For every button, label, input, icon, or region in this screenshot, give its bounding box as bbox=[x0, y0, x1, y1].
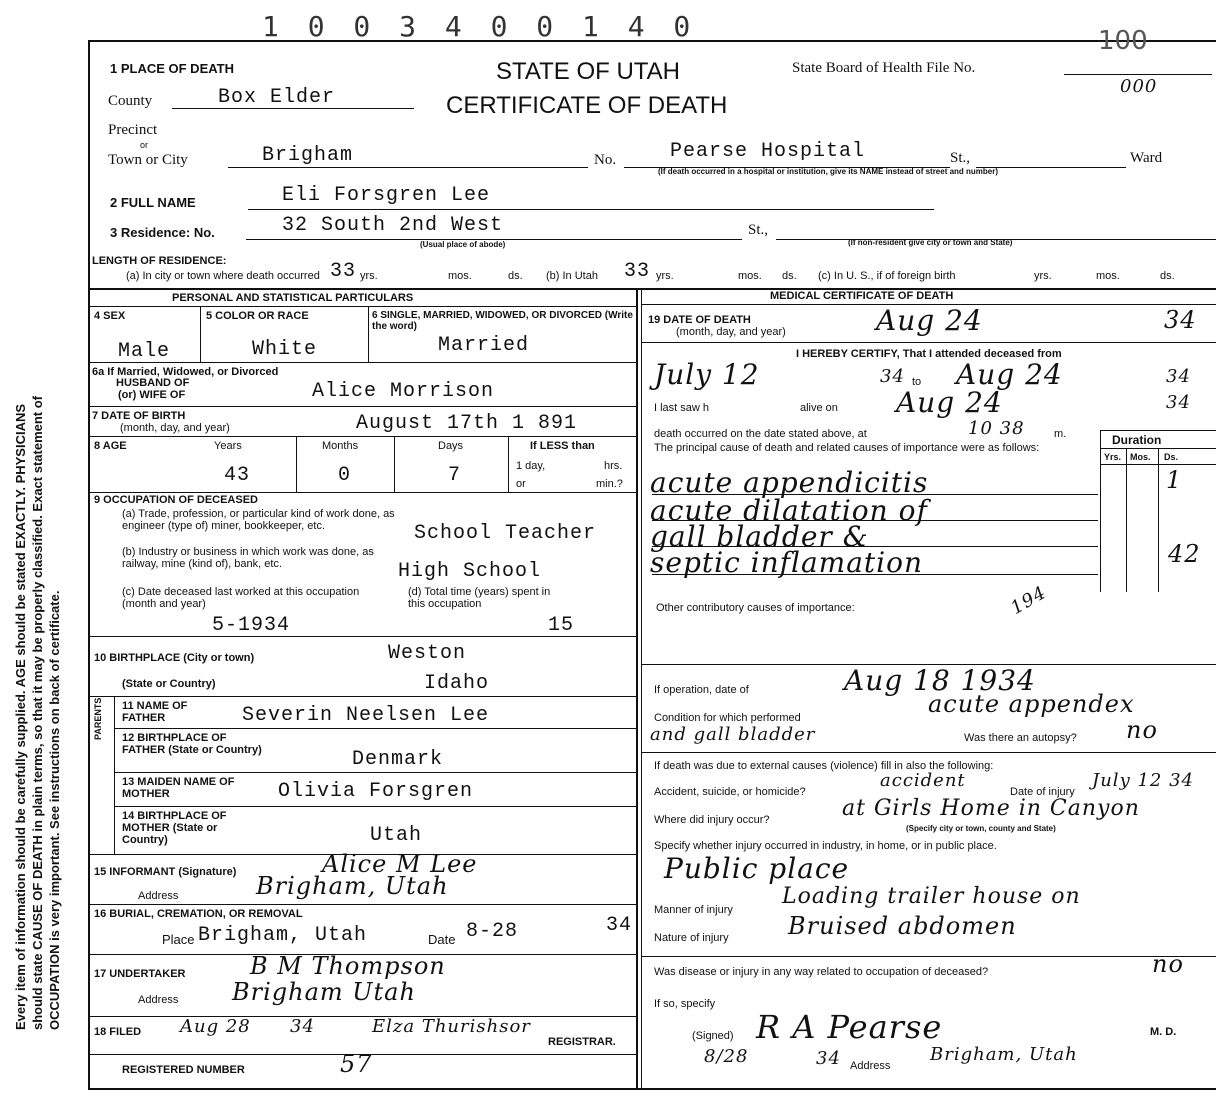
hospital-note: (If death occurred in a hospital or institution, give its NAME instead of street and number) bbox=[658, 167, 999, 176]
manner-value: Loading trailer house on bbox=[782, 884, 1081, 909]
occupation-a-label: (a) Trade, profession, or particular kind of work done, as engineer (type of) miner, bookkeeper, etc. bbox=[122, 508, 395, 532]
mos-label: mos. bbox=[448, 270, 472, 282]
st-label: St., bbox=[950, 150, 971, 166]
months-label: Months bbox=[322, 440, 359, 452]
last-worked-value: 5-1934 bbox=[212, 614, 291, 637]
accident-label: Accident, suicide, or homicide? bbox=[654, 786, 806, 798]
operation-label: If operation, date of bbox=[654, 684, 749, 696]
parents-label: PARENTS bbox=[93, 697, 103, 740]
marital-value: Married bbox=[438, 334, 530, 357]
duration-label: Duration bbox=[1112, 433, 1162, 447]
duration-yrs-label: Yrs. bbox=[1104, 452, 1122, 462]
where-label: Where did injury occur? bbox=[654, 814, 770, 826]
informant-address-label: Address bbox=[138, 890, 179, 902]
hrs-label: hrs. bbox=[604, 460, 623, 472]
injury-date-value: July 12 34 bbox=[1092, 770, 1194, 791]
registered-number-value: 57 bbox=[340, 1050, 373, 1078]
color-value: White bbox=[252, 338, 318, 361]
cause-intro-text: The principal cause of death and related causes of importance were as follows: bbox=[654, 442, 1040, 454]
precinct-label: Precinct bbox=[108, 122, 158, 138]
length-of-residence-label: LENGTH OF RESIDENCE: bbox=[92, 255, 227, 267]
accident-value: accident bbox=[880, 770, 966, 791]
certify-text: I HEREBY CERTIFY, That I attended deceased from bbox=[796, 348, 1062, 360]
duration-mos-label: Mos. bbox=[1130, 452, 1151, 462]
residence-label: 3 Residence: No. bbox=[110, 225, 215, 240]
signed-year: 34 bbox=[816, 1048, 841, 1069]
cause-line-2: acute dilatation of bbox=[650, 494, 928, 527]
utah-residence-label: (b) In Utah bbox=[546, 270, 598, 282]
condition-value-1: acute appendex bbox=[928, 690, 1135, 718]
yrs-label: yrs. bbox=[360, 270, 378, 282]
m-label: m. bbox=[1054, 428, 1067, 440]
physician-address-label: Address bbox=[850, 1060, 891, 1072]
age-months-value: 0 bbox=[338, 464, 352, 487]
undertaker-label: 17 UNDERTAKER bbox=[94, 968, 186, 980]
mother-birthplace-label: 14 BIRTHPLACE OF MOTHER (State or Country) bbox=[122, 810, 227, 846]
last-saw-year: 34 bbox=[1166, 392, 1191, 413]
death-time: 10 38 bbox=[968, 418, 1025, 439]
mos-label: mos. bbox=[738, 270, 762, 282]
occupation-c-label: (c) Date deceased last worked at this occupation (month and year) bbox=[122, 586, 360, 610]
manner-label: Manner of injury bbox=[654, 904, 733, 916]
age-years-value: 43 bbox=[224, 464, 251, 487]
industry-value: High School bbox=[398, 560, 542, 583]
state-heading: STATE OF UTAH bbox=[496, 58, 680, 85]
attended-from-year: 34 bbox=[880, 366, 905, 387]
min-label: min.? bbox=[596, 478, 623, 490]
less-than-label: If LESS than bbox=[530, 440, 595, 452]
cause-line-3: gall bladder & bbox=[650, 520, 869, 553]
md-label: M. D. bbox=[1150, 1026, 1177, 1038]
certificate-title: CERTIFICATE OF DEATH bbox=[446, 92, 728, 119]
nature-label: Nature of injury bbox=[654, 932, 729, 944]
ds-label: ds. bbox=[1160, 270, 1175, 282]
ds-label: ds. bbox=[508, 270, 523, 282]
nonresident-note: (If non-resident give city or town and State) bbox=[848, 238, 1013, 247]
filed-date: Aug 28 bbox=[180, 1016, 251, 1037]
other-causes-label: Other contributory causes of importance: bbox=[656, 602, 855, 614]
cause-code: 194 bbox=[1007, 582, 1051, 619]
occupation-label: 9 OCCUPATION OF DECEASED bbox=[94, 494, 258, 506]
medical-heading: MEDICAL CERTIFICATE OF DEATH bbox=[770, 290, 954, 302]
county-label: County bbox=[108, 93, 153, 109]
personal-heading: PERSONAL AND STATISTICAL PARTICULARS bbox=[172, 292, 414, 304]
center-divider bbox=[636, 288, 638, 1088]
undertaker-signature: B M Thompson bbox=[250, 952, 446, 980]
death-date-value: Aug 24 bbox=[876, 304, 983, 337]
attended-to-year: 34 bbox=[1166, 366, 1191, 387]
informant-signature: Alice M Lee bbox=[322, 850, 478, 878]
residence-st-label: St., bbox=[748, 222, 769, 238]
mother-birthplace-value: Utah bbox=[370, 824, 423, 847]
age-days-value: 7 bbox=[448, 464, 462, 487]
burial-place-label: Place bbox=[162, 932, 195, 947]
physician-address: Brigham, Utah bbox=[930, 1044, 1078, 1065]
yrs-label: yrs. bbox=[1034, 270, 1052, 282]
burial-year-value: 34 bbox=[606, 914, 633, 937]
sex-value: Male bbox=[118, 340, 171, 363]
page-number: 100 bbox=[1098, 26, 1148, 56]
mos-label: mos. bbox=[1096, 270, 1120, 282]
burial-date-value: 8-28 bbox=[466, 920, 519, 943]
filed-label: 18 FILED bbox=[94, 1026, 142, 1038]
city-residence-years: 33 bbox=[330, 260, 357, 283]
filed-year: 34 bbox=[290, 1016, 315, 1037]
spouse-label-line2: HUSBAND OF bbox=[116, 377, 190, 389]
father-birthplace-value: Denmark bbox=[352, 748, 444, 771]
dob-value: August 17th 1 891 bbox=[356, 412, 578, 435]
duration-value-1: 1 bbox=[1166, 466, 1183, 494]
marital-label: 6 SINGLE, MARRIED, WIDOWED, OR DIVORCED (Write the word) bbox=[372, 310, 633, 332]
form-bottom-border bbox=[88, 1088, 1216, 1090]
yrs-label: yrs. bbox=[656, 270, 674, 282]
undertaker-address: Brigham Utah bbox=[232, 978, 416, 1006]
last-saw-date: Aug 24 bbox=[896, 386, 1003, 419]
ward-label: Ward bbox=[1130, 150, 1163, 166]
county-value: Box Elder bbox=[218, 86, 336, 109]
mother-label: 13 MAIDEN NAME OF MOTHER bbox=[122, 776, 235, 800]
if-so-label: If so, specify bbox=[654, 998, 716, 1010]
occupation-d-label: (d) Total time (years) spent in this occupation bbox=[408, 586, 551, 610]
birthplace-city-value: Weston bbox=[388, 642, 467, 665]
sex-label: 4 SEX bbox=[94, 310, 126, 322]
burial-label: 16 BURIAL, CREMATION, OR REMOVAL bbox=[94, 908, 303, 920]
serial-number: 1 0 0 3 4 0 0 1 4 0 bbox=[262, 10, 697, 43]
father-label: 11 NAME OF FATHER bbox=[122, 700, 188, 724]
death-date-sub-label: (month, day, and year) bbox=[676, 326, 786, 338]
to-label: to bbox=[912, 376, 922, 388]
dob-label: 7 DATE OF BIRTH bbox=[92, 410, 186, 422]
registrar-label: REGISTRAR. bbox=[548, 1036, 616, 1048]
full-name-value: Eli Forsgren Lee bbox=[282, 184, 491, 207]
undertaker-address-label: Address bbox=[138, 994, 179, 1006]
residence-value: 32 South 2nd West bbox=[282, 214, 504, 237]
cause-line-4: septic inflamation bbox=[650, 546, 923, 579]
burial-date-label: Date bbox=[428, 932, 456, 947]
usual-abode-note: (Usual place of abode) bbox=[420, 240, 506, 249]
spouse-label-line3: (or) WIFE OF bbox=[118, 389, 186, 401]
signed-label: (Signed) bbox=[692, 1030, 734, 1042]
us-residence-label: (c) In U. S., if of foreign birth bbox=[818, 270, 956, 282]
spouse-label-line1: 6a If Married, Widowed, or Divorced bbox=[92, 366, 279, 378]
file-no-label: State Board of Health File No. bbox=[792, 60, 976, 76]
operation-date: Aug 18 1934 bbox=[844, 664, 1036, 697]
informant-address: Brigham, Utah bbox=[256, 872, 449, 900]
spouse-value: Alice Morrison bbox=[312, 380, 495, 403]
town-value: Brigham bbox=[262, 144, 354, 167]
occupation-related-value: no bbox=[1152, 950, 1184, 978]
autopsy-value: no bbox=[1126, 716, 1158, 744]
condition-value-2: and gall bladder bbox=[650, 724, 816, 745]
injury-date-label: Date of injury bbox=[1010, 786, 1075, 798]
occupation-value: School Teacher bbox=[414, 522, 597, 545]
registrar-signature: Elza Thurishsor bbox=[372, 1016, 531, 1037]
or-label: or bbox=[516, 478, 526, 490]
days-label: Days bbox=[438, 440, 464, 452]
occupation-b-label: (b) Industry or business in which work was done, as railway, mine (kind of), bank, etc. bbox=[122, 546, 374, 570]
city-residence-label: (a) In city or town where death occurred bbox=[126, 270, 320, 282]
birthplace-label: 10 BIRTHPLACE (City or town) bbox=[94, 652, 255, 664]
death-date-label: 19 DATE OF DEATH bbox=[648, 314, 751, 326]
full-name-label: 2 FULL NAME bbox=[110, 195, 196, 210]
cause-line-1: acute appendicitis bbox=[650, 466, 929, 499]
nature-value: Bruised abdomen bbox=[788, 912, 1017, 940]
where-note: (Specify city or town, county and State) bbox=[906, 824, 1056, 833]
one-day-label: 1 day, bbox=[516, 460, 546, 472]
dob-sub-label: (month, day, and year) bbox=[120, 422, 230, 434]
signed-date: 8/28 bbox=[704, 1046, 749, 1067]
registered-number-label: REGISTERED NUMBER bbox=[122, 1064, 245, 1076]
external-causes-label: If death was due to external causes (violence) fill in also the following: bbox=[654, 760, 994, 772]
no-label: No. bbox=[594, 152, 617, 168]
autopsy-label: Was there an autopsy? bbox=[964, 732, 1077, 744]
specify-label: Specify whether injury occurred in industry, in home, or in public place. bbox=[654, 840, 997, 852]
side-instructions-line: Every item of information should be carefully supplied. AGE should be stated EXACTLY. PHYSICIANS bbox=[13, 403, 28, 1030]
place-type-value: Public place bbox=[664, 852, 850, 885]
attended-to: Aug 24 bbox=[956, 358, 1063, 391]
where-value: at Girls Home in Canyon bbox=[842, 796, 1140, 821]
physician-signature: R A Pearse bbox=[756, 1008, 943, 1046]
father-value: Severin Neelsen Lee bbox=[242, 704, 490, 727]
side-instructions-line: should state CAUSE OF DEATH in plain terms, so that it may be properly classified. Exact statement of bbox=[30, 395, 45, 1030]
condition-label: Condition for which performed bbox=[654, 712, 801, 724]
age-label: 8 AGE bbox=[94, 440, 127, 452]
last-saw-label: I last saw h bbox=[654, 402, 710, 414]
father-birthplace-label: 12 BIRTHPLACE OF FATHER (State or Country) bbox=[122, 732, 262, 756]
alive-on-label: alive on bbox=[800, 402, 838, 414]
town-label: Town or City bbox=[108, 152, 188, 168]
informant-label: 15 INFORMANT (Signature) bbox=[94, 866, 237, 878]
burial-place-value: Brigham, Utah bbox=[198, 924, 368, 947]
death-year-value: 34 bbox=[1164, 306, 1197, 334]
total-time-value: 15 bbox=[548, 614, 575, 637]
mother-value: Olivia Forsgren bbox=[278, 780, 474, 803]
utah-residence-years: 33 bbox=[624, 260, 651, 283]
file-no-value: 000 bbox=[1120, 76, 1158, 97]
side-instructions-line: OCCUPATION is very important. See instructions on back of certificate. bbox=[47, 590, 62, 1030]
state-country-label: (State or Country) bbox=[122, 678, 216, 690]
death-occurred-text: death occurred on the date stated above, at bbox=[654, 428, 867, 440]
side-instructions bbox=[12, 30, 63, 1030]
years-label: Years bbox=[214, 440, 242, 452]
place-heading: 1 PLACE OF DEATH bbox=[110, 61, 234, 76]
duration-ds-label: Ds. bbox=[1164, 452, 1179, 462]
hospital-value: Pearse Hospital bbox=[670, 140, 866, 163]
form-left-border bbox=[88, 40, 90, 1088]
occupation-related-label: Was disease or injury in any way related to occupation of deceased? bbox=[654, 966, 989, 978]
or-label: or bbox=[140, 140, 149, 150]
attended-from: July 12 bbox=[654, 358, 760, 391]
duration-value-2: 42 bbox=[1168, 540, 1201, 568]
ds-label: ds. bbox=[782, 270, 797, 282]
color-label: 5 COLOR OR RACE bbox=[206, 310, 309, 322]
birthplace-state-value: Idaho bbox=[424, 672, 490, 695]
